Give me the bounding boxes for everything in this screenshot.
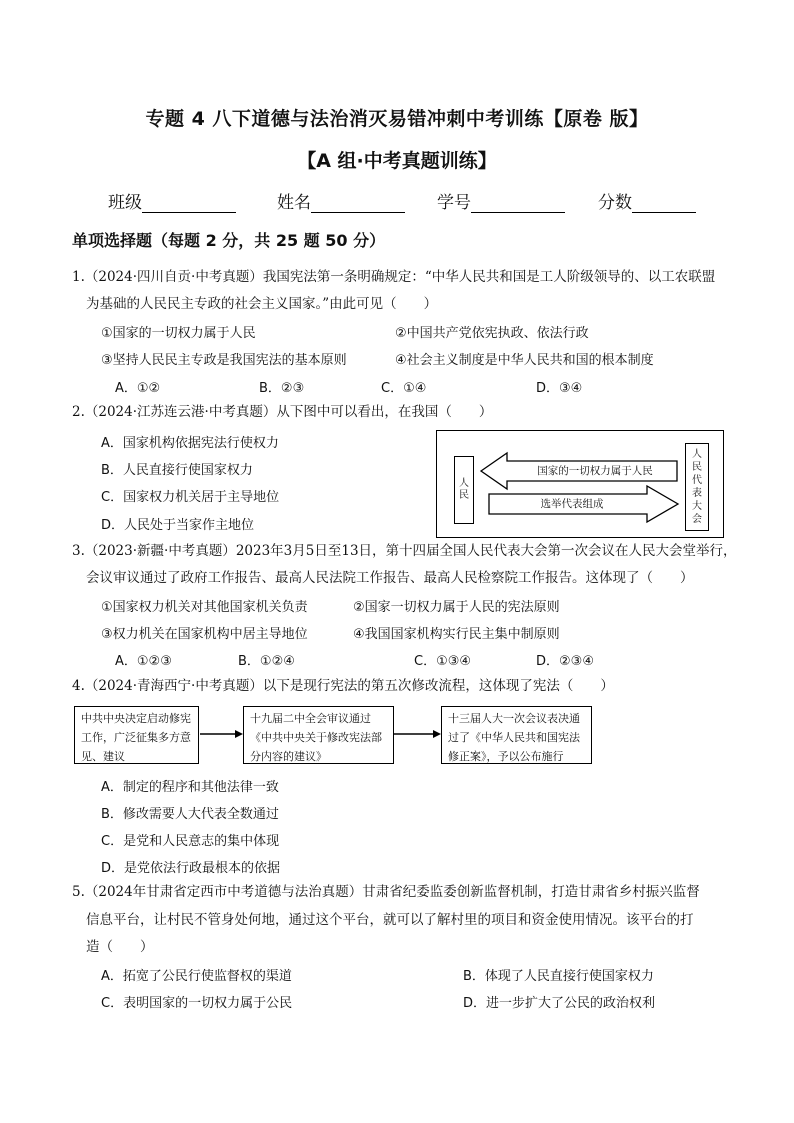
- name-label: 姓名: [277, 193, 311, 213]
- q4-option-c[interactable]: C．是党和人民意志的集中体现: [101, 834, 280, 849]
- q1-option-b[interactable]: B．②③: [259, 381, 305, 396]
- diagram-congress-label: 人民代表大会: [692, 449, 702, 525]
- name-blank[interactable]: [311, 194, 405, 213]
- q4-option-d[interactable]: D．是党依法行政最根本的依据: [101, 861, 281, 876]
- q4-stem: 4.（2024·青海西宁·中考真题）以下是现行宪法的第五次修改流程，这体现了宪法（ ）: [72, 678, 614, 694]
- q5-stem-line2: 信息平台，让村民不管身处何地，通过这个平台，就可以了解村里的项目和资金使用情况。该平台的打: [86, 912, 694, 928]
- flow-arrow-1-head: [235, 730, 243, 738]
- q3-option-d[interactable]: D．②③④: [536, 654, 594, 669]
- section-title: 单项选择题（每题 2 分，共 25 题 50 分）: [72, 231, 386, 250]
- diagram-people-label: 人民: [459, 478, 469, 501]
- class-label: 班级: [108, 193, 142, 213]
- q5-option-a[interactable]: A．拓宽了公民行使监督权的渠道: [101, 969, 292, 984]
- q3-option-b[interactable]: B．①②④: [238, 654, 295, 669]
- q2-diagram: [436, 430, 724, 538]
- q4-flow-step-1: 中共中央决定启动修宪工作，广泛征集多方意见、建议: [74, 706, 199, 764]
- q4-option-b[interactable]: B．修改需要人大代表全数通过: [101, 807, 279, 822]
- q1-stem-line2: 为基础的人民民主专政的社会主义国家。”由此可见（ ）: [86, 296, 438, 312]
- class-field[interactable]: [108, 188, 236, 213]
- score-field[interactable]: [598, 188, 696, 213]
- q5-stem-line1: 5.（2024年甘肃省定西市中考道德与法治真题）甘肃省纪委监委创新监督机制，打造甘肃省乡村振兴监督: [72, 884, 700, 900]
- q5-option-d[interactable]: D．进一步扩大了公民的政治权利: [463, 996, 656, 1011]
- q4-flow-step-3: 十三届人大一次会议表决通过了《中华人民共和国宪法修正案》，予以公布施行: [441, 706, 592, 764]
- q1-statement-2: ②中国共产党依宪执政、依法行政: [395, 326, 589, 341]
- q3-statement-4: ④我国国家机构实行民主集中制原则: [353, 627, 560, 642]
- q2-stem: 2.（2024·江苏连云港·中考真题）从下图中可以看出，在我国（ ）: [72, 404, 493, 420]
- q5-option-c[interactable]: C．表明国家的一切权力属于公民: [101, 996, 293, 1011]
- student-id-label: 学号: [437, 193, 471, 213]
- q3-statement-2: ②国家一切权力属于人民的宪法原则: [353, 600, 560, 615]
- diagram-arrows: [437, 431, 725, 539]
- q3-statement-3: ③权力机关在国家机构中居主导地位: [101, 627, 308, 642]
- q1-option-a[interactable]: A．①②: [115, 381, 161, 396]
- q5-stem-line3: 造（ ）: [86, 939, 154, 955]
- q3-stem-line2: 会议审议通过了政府工作报告、最高人民法院工作报告、最高人民检察院工作报告。这体现了（ ）: [86, 570, 694, 586]
- q1-statement-4: ④社会主义制度是中华人民共和国的根本制度: [395, 353, 654, 368]
- q1-statement-3: ③坚持人民民主专政是我国宪法的基本原则: [101, 353, 347, 368]
- q3-stem-line1: 3.（2023·新疆·中考真题）2023年3月5日至13日，第十四届全国人民代表大会第一次会议在人民大会堂举行，: [72, 543, 737, 559]
- q3-statement-1: ①国家权力机关对其他国家机关负责: [101, 600, 308, 615]
- page-subtitle: 【A 组·中考真题训练】: [297, 150, 497, 172]
- student-id-field[interactable]: [437, 188, 565, 213]
- class-blank[interactable]: [142, 194, 236, 213]
- diagram-arrow-top-text: 国家的一切权力属于人民: [537, 465, 653, 477]
- q3-option-c[interactable]: C．①③④: [414, 654, 472, 669]
- student-id-blank[interactable]: [471, 194, 565, 213]
- q2-option-b[interactable]: B．人民直接行使国家权力: [101, 463, 253, 478]
- score-blank[interactable]: [632, 194, 696, 213]
- q3-option-a[interactable]: A．①②③: [115, 654, 172, 669]
- q1-stem-line1: 1.（2024·四川自贡·中考真题）我国宪法第一条明确规定：“中华人民共和国是工人阶级领导的、以工农联盟: [72, 269, 716, 285]
- q1-statement-1: ①国家的一切权力属于人民: [101, 326, 256, 341]
- q2-option-a[interactable]: A．国家机构依据宪法行使权力: [101, 436, 279, 451]
- name-field[interactable]: [277, 188, 405, 213]
- q4-flow-arrows: [199, 726, 444, 742]
- diagram-arrow-bottom-text: 选举代表组成: [540, 498, 604, 510]
- q4-option-a[interactable]: A．制定的程序和其他法律一致: [101, 780, 279, 795]
- q2-option-c[interactable]: C．国家权力机关居于主导地位: [101, 490, 280, 505]
- score-label: 分数: [598, 193, 632, 213]
- q5-option-b[interactable]: B．体现了人民直接行使国家权力: [463, 969, 654, 984]
- q1-option-c[interactable]: C．①④: [381, 381, 427, 396]
- flow-arrow-2-head: [433, 730, 441, 738]
- page-title: 专题 4 八下道德与法治消灭易错冲刺中考训练【原卷 版】: [145, 108, 649, 130]
- q2-option-d[interactable]: D．人民处于当家作主地位: [101, 518, 255, 533]
- q4-flow-step-2: 十九届二中全会审议通过《中共中央关于修改宪法部分内容的建议》: [243, 706, 394, 764]
- q1-option-d[interactable]: D．③④: [536, 381, 583, 396]
